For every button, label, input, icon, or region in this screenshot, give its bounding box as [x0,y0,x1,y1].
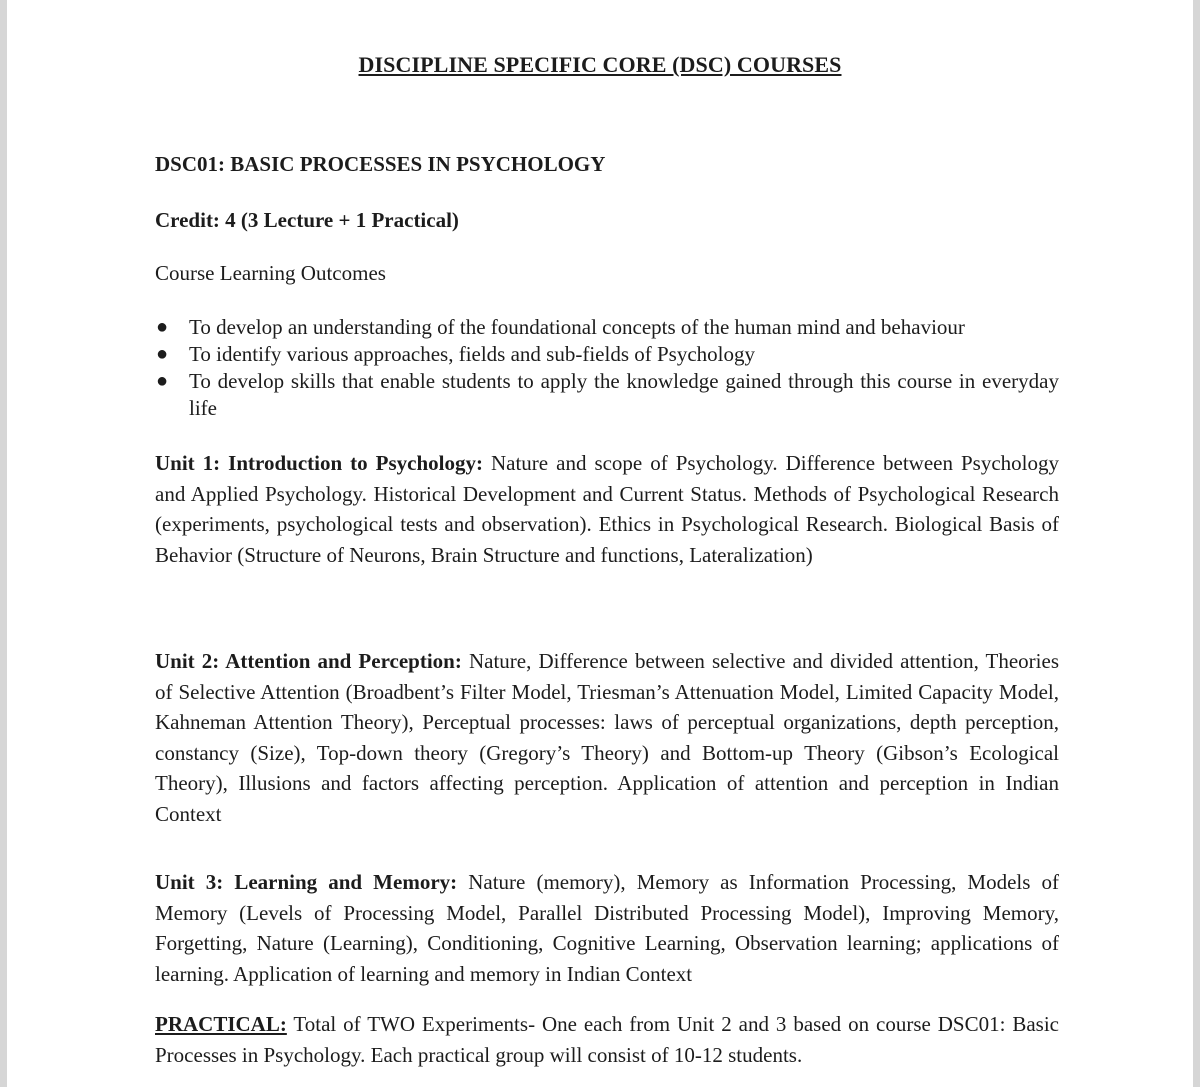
bullet-icon: ● [156,370,169,392]
bullet-icon: ● [156,343,169,365]
outcome-text: To develop an understanding of the foundational concepts of the human mind and behaviour [189,315,965,339]
unit-1-heading: Unit 1: Introduction to Psychology: [155,451,483,475]
outcome-item [155,314,1059,341]
unit-1-paragraph [155,448,1059,570]
outcome-text: To identify various approaches, fields and sub-fields of Psychology [189,342,755,366]
outcomes-heading: Course Learning Outcomes [155,261,386,285]
unit-3-heading: Unit 3: Learning and Memory: [155,870,458,894]
practical-text: Total of TWO Experiments- One each from Unit 2 and 3 based on course DSC01: Basic Processes in Psychology. Each practical group will consist of 10-12 students. [155,1012,1059,1067]
outcome-item [155,341,1059,368]
course-title: DSC01: BASIC PROCESSES IN PSYCHOLOGY [155,152,606,176]
outcome-item [155,368,1059,422]
unit-1-text: Nature and scope of Psychology. Difference between Psychology and Applied Psychology. Historical Development and Current Status. Methods of Psychological Research (experiments, psychological tests and observation). Ethics in Psychological Research. Biological Basis of Behavior (Structure of Neurons, Brain Structure and functions, Lateralization) [155,451,1060,567]
document-title: DISCIPLINE SPECIFIC CORE (DSC) COURSES [358,52,842,77]
unit-2-heading: Unit 2: Attention and Perception: [155,649,462,673]
credit-line: Credit: 4 (3 Lecture + 1 Practical) [155,208,459,232]
outcome-text: To develop skills that enable students to apply the knowledge gained through this course in everyday life [189,369,1059,420]
bullet-icon: ● [156,316,169,338]
unit-2-paragraph [155,646,1059,830]
unit-2-text: Nature, Difference between selective and divided attention, Theories of Selective Attention (Broadbent’s Filter Model, Triesman’s Attenuation Model, Limited Capacity Model, Kahneman Attention Theory), Perceptual processes: laws of perceptual organizations, depth perception, constancy (Size), Top-down theory (Gregory’s Theory) and Bottom-up Theory (Gibson’s Ecological Theory), Illusions and factors affecting perception. Application of attention and perception in Indian Context [155,649,1060,826]
unit-3-paragraph [155,867,1059,989]
unit-3-text: Nature (memory), Memory as Information Processing, Models of Memory (Levels of Processing Model, Parallel Distributed Processing Model), Improving Memory, Forgetting, Nature (Learning), Conditioning, Cognitive Learning, Observation learning; applications of learning. Application of learning and memory in Indian Context [155,870,1059,986]
practical-heading: PRACTICAL: [155,1012,287,1036]
practical-paragraph [155,1009,1059,1070]
outcomes-list [155,314,1059,422]
